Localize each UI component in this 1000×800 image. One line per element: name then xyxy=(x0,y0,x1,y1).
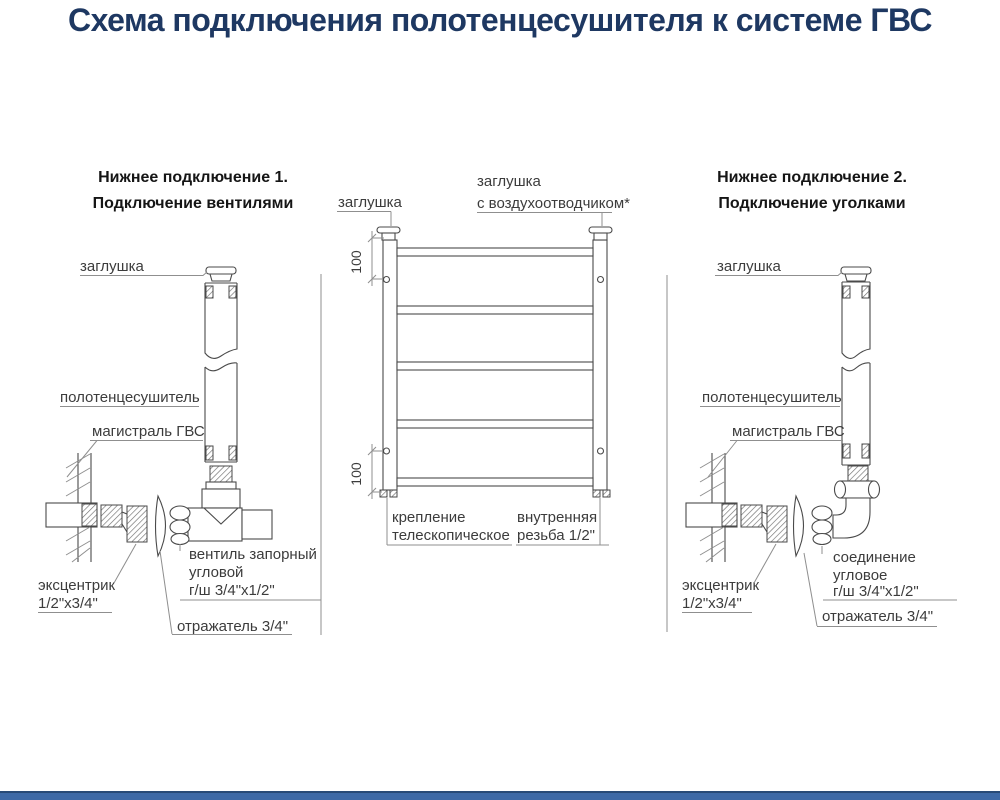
rail-air-vent-cap xyxy=(589,227,612,240)
center-cap-label: заглушка xyxy=(338,194,402,211)
thread-label-line1: внутренняя xyxy=(517,509,598,526)
right-rail-label: полотенцесушитель xyxy=(702,389,842,406)
elbow-body xyxy=(833,498,870,538)
right-eccentric-label-line2: 1/2"х3/4" xyxy=(682,595,742,612)
right-elbow-assembly xyxy=(812,466,880,545)
threaded-nipple xyxy=(848,466,868,481)
right-main-label: магистраль ГВС xyxy=(732,423,845,440)
right-towel-pipe xyxy=(841,267,871,465)
left-towel-pipe xyxy=(205,267,237,462)
left-labels xyxy=(38,258,321,635)
left-eccentric-label-line1: эксцентрик xyxy=(38,577,116,594)
right-cap-plug xyxy=(841,267,871,281)
threaded-nipple xyxy=(210,466,232,482)
left-reflector-dome xyxy=(156,496,166,556)
rail-left-post xyxy=(383,240,397,490)
left-eccentric-label-line2: 1/2"х3/4" xyxy=(38,595,98,612)
rail-feet xyxy=(380,490,610,497)
page-title: Схема подключения полотенцесушителя к системе ГВС xyxy=(67,2,933,38)
left-rail-label: полотенцесушитель xyxy=(60,389,200,406)
left-heading-line1: Нижнее подключение 1. xyxy=(98,169,288,186)
right-joint-label-line2: угловое xyxy=(833,567,888,584)
left-reflector-label: отражатель 3/4" xyxy=(177,618,289,635)
rail-right-post xyxy=(593,240,607,490)
left-heading-line2: Подключение вентилями xyxy=(92,195,294,212)
dimension-top-100 xyxy=(348,231,384,286)
right-joint-label-line1: соединение xyxy=(833,549,916,566)
dimension-bottom-100 xyxy=(348,444,383,499)
right-joint-label-line3: г/ш 3/4"х1/2" xyxy=(833,583,919,600)
mount-label-line2: телескопическое xyxy=(392,527,510,544)
right-reflector-label: отражатель 3/4" xyxy=(822,608,934,625)
left-main-label: магистраль ГВС xyxy=(92,423,205,440)
air-vent-cap-label-line1: заглушка xyxy=(477,173,541,190)
right-labels xyxy=(667,258,957,632)
right-heading-line2: Подключение уголками xyxy=(718,195,906,212)
dim-top-value: 100 xyxy=(348,250,364,274)
rail-rungs xyxy=(397,248,593,486)
panel-towel-rail xyxy=(337,173,630,545)
left-cap-plug xyxy=(206,267,236,281)
dim-bottom-value: 100 xyxy=(348,462,364,486)
left-valve-label-line1: вентиль запорный xyxy=(189,546,317,563)
right-eccentric-label-line1: эксцентрик xyxy=(682,577,760,594)
panel-bottom-connection-1 xyxy=(38,169,321,635)
left-wall-pipe xyxy=(46,503,97,527)
left-eccentric xyxy=(101,505,147,542)
left-cap-label: заглушка xyxy=(80,258,144,275)
thread-label-line2: резьба 1/2" xyxy=(517,527,595,544)
left-valve-assembly xyxy=(170,466,272,545)
left-valve-label-line3: г/ш 3/4"х1/2" xyxy=(189,582,275,599)
panel-bottom-connection-2 xyxy=(667,169,957,632)
mount-label-line1: крепление xyxy=(392,509,466,526)
air-vent-cap-label-line2: с воздухоотводчиком* xyxy=(477,195,630,212)
right-reflector-dome xyxy=(794,496,804,556)
right-wall-pipe xyxy=(686,503,737,527)
right-cap-label: заглушка xyxy=(717,258,781,275)
right-eccentric xyxy=(741,505,787,542)
left-valve-label-line2: угловой xyxy=(189,564,244,581)
bottom-accent-bar xyxy=(0,791,1000,800)
right-heading-line1: Нижнее подключение 2. xyxy=(717,169,907,186)
